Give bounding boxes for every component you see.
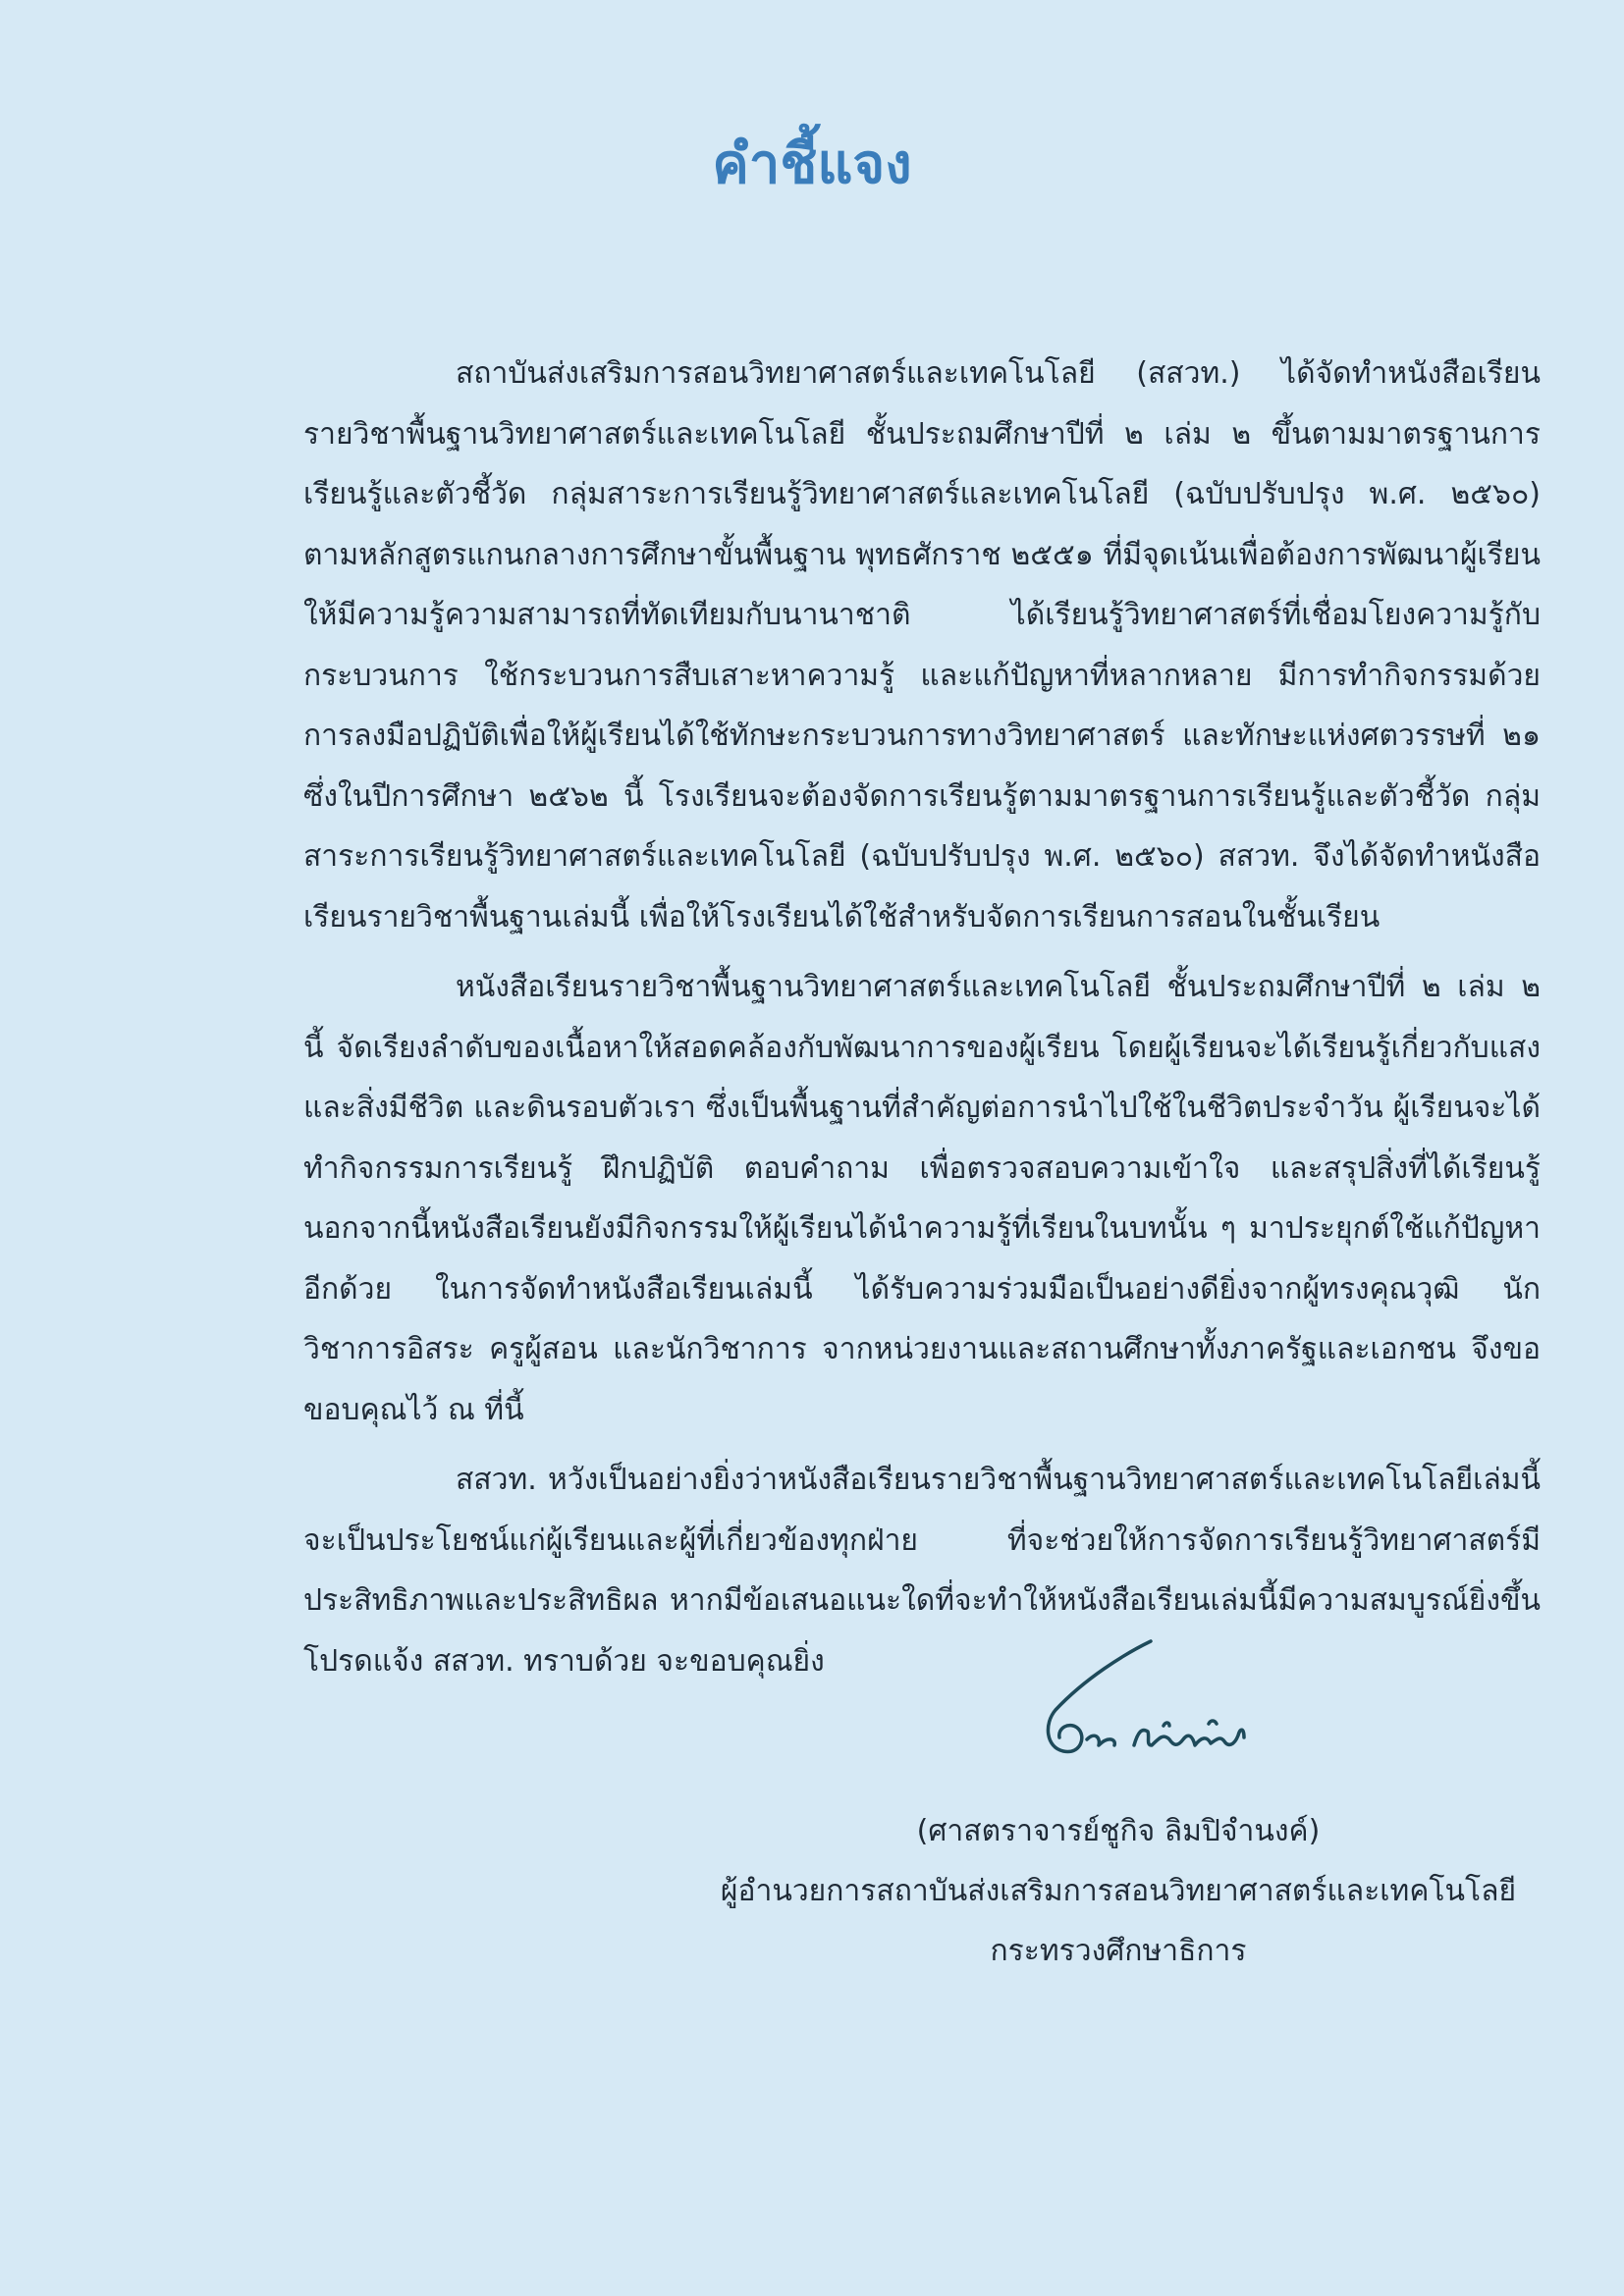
signatory-block: [696, 1801, 1541, 1981]
signature-area: [687, 1629, 1571, 1777]
handwritten-signature: [1016, 1629, 1311, 1777]
document-body: [303, 344, 1541, 1701]
paragraph-content: หนังสือเรียนรายวิชาพื้นฐานวิทยาศาสตร์และเทคโนโลยี ชั้นประถมศึกษาปีที่ ๒ เล่ม ๒ นี้ จัดเรียงลำดับของเนื้อหาให้สอดคล้องกับพัฒนาการของผู้เรียน โดยผู้เรียนจะได้เรียนรู้เกี่ยวกับแสงและสิ่งมีชีวิต และดินรอบตัวเรา ซึ่งเป็นพื้นฐานที่สำคัญต่อการนำไปใช้ในชีวิตประจำวัน ผู้เรียนจะได้ทำกิจกรรมการเรียนรู้ ฝึกปฏิบัติ ตอบคำถาม เพื่อตรวจสอบความเข้าใจ และสรุปสิ่งที่ได้เรียนรู้ นอกจากนี้หนังสือเรียนยังมีกิจกรรมให้ผู้เรียนได้นำความรู้ที่เรียนในบทนั้น ๆ มาประยุกต์ใช้แก้ปัญหาอีกด้วย ในการจัดทำหนังสือเรียนเล่มนี้ ได้รับความร่วมมือเป็นอย่างดียิ่งจากผู้ทรงคุณวุฒิ นักวิชาการอิสระ ครูผู้สอน และนักวิชาการ จากหน่วยงานและสถานศึกษาทั้งภาครัฐและเอกชน จึงขอขอบคุณไว้ ณ ที่นี้: [303, 970, 1541, 1427]
signatory-position: ผู้อำนวยการสถาบันส่งเสริมการสอนวิทยาศาสตร์และเทคโนโลยี: [720, 1874, 1517, 1908]
paragraph-intro: สถาบันส่งเสริมการสอนวิทยาศาสตร์และเทคโนโลยี (สสวท.) ได้จัดทำหนังสือเรียนรายวิชาพื้นฐานวิทยาศาสตร์และเทคโนโลยี ชั้นประถมศึกษาปีที่ ๒ เล่ม ๒ ขึ้นตามมาตรฐานการเรียนรู้และตัวชี้วัด กลุ่มสาระการเรียนรู้วิทยาศาสตร์และเทคโนโลยี (ฉบับปรับปรุง พ.ศ. ๒๕๖๐) ตามหลักสูตรแกนกลางการศึกษาขั้นพื้นฐาน พุทธศักราช ๒๕๕๑ ที่มีจุดเน้นเพื่อต้องการพัฒนาผู้เรียนให้มีความรู้ความสามารถที่ทัดเทียมกับนานาชาติ ได้เรียนรู้วิทยาศาสตร์ที่เชื่อมโยงความรู้กับกระบวนการ ใช้กระบวนการสืบเสาะหาความรู้ และแก้ปัญหาที่หลากหลาย มีการทำกิจกรรมด้วยการลงมือปฏิบัติเพื่อให้ผู้เรียนได้ใช้ทักษะกระบวนการทางวิทยาศาสตร์ และทักษะแห่งศตวรรษที่ ๒๑ ซึ่งในปีการศึกษา ๒๕๖๒ นี้ โรงเรียนจะต้องจัดการเรียนรู้ตามมาตรฐานการเรียนรู้และตัวชี้วัด กลุ่มสาระการเรียนรู้วิทยาศาสตร์และเทคโนโลยี (ฉบับปรับปรุง พ.ศ. ๒๕๖๐) สสวท. จึงได้จัดทำหนังสือเรียนรายวิชาพื้นฐานเล่มนี้ เพื่อให้โรงเรียนได้ใช้สำหรับจัดการเรียนการสอนในชั้นเรียน: [303, 356, 1541, 934]
signatory-name: (ศาสตราจารย์ชูกิจ ลิมปิจำนงค์): [916, 1814, 1321, 1848]
page-title: คำชี้แจง: [712, 133, 912, 196]
paragraph-closing: สสวท. หวังเป็นอย่างยิ่งว่าหนังสือเรียนรายวิชาพื้นฐานวิทยาศาสตร์และเทคโนโลยีเล่มนี้จะเป็นประโยชน์แก่ผู้เรียนและผู้ที่เกี่ยวข้องทุกฝ่าย ที่จะช่วยให้การจัดการเรียนรู้วิทยาศาสตร์มีประสิทธิภาพและประสิทธิผล หากมีข้อเสนอแนะใดที่จะทำให้หนังสือเรียนเล่มนี้มีความสมบูรณ์ยิ่งขึ้น โปรดแจ้ง สสวท. ทราบด้วย จะขอบคุณยิ่ง: [303, 1463, 1541, 1679]
signatory-ministry: กระทรวงศึกษาธิการ: [990, 1934, 1247, 1968]
